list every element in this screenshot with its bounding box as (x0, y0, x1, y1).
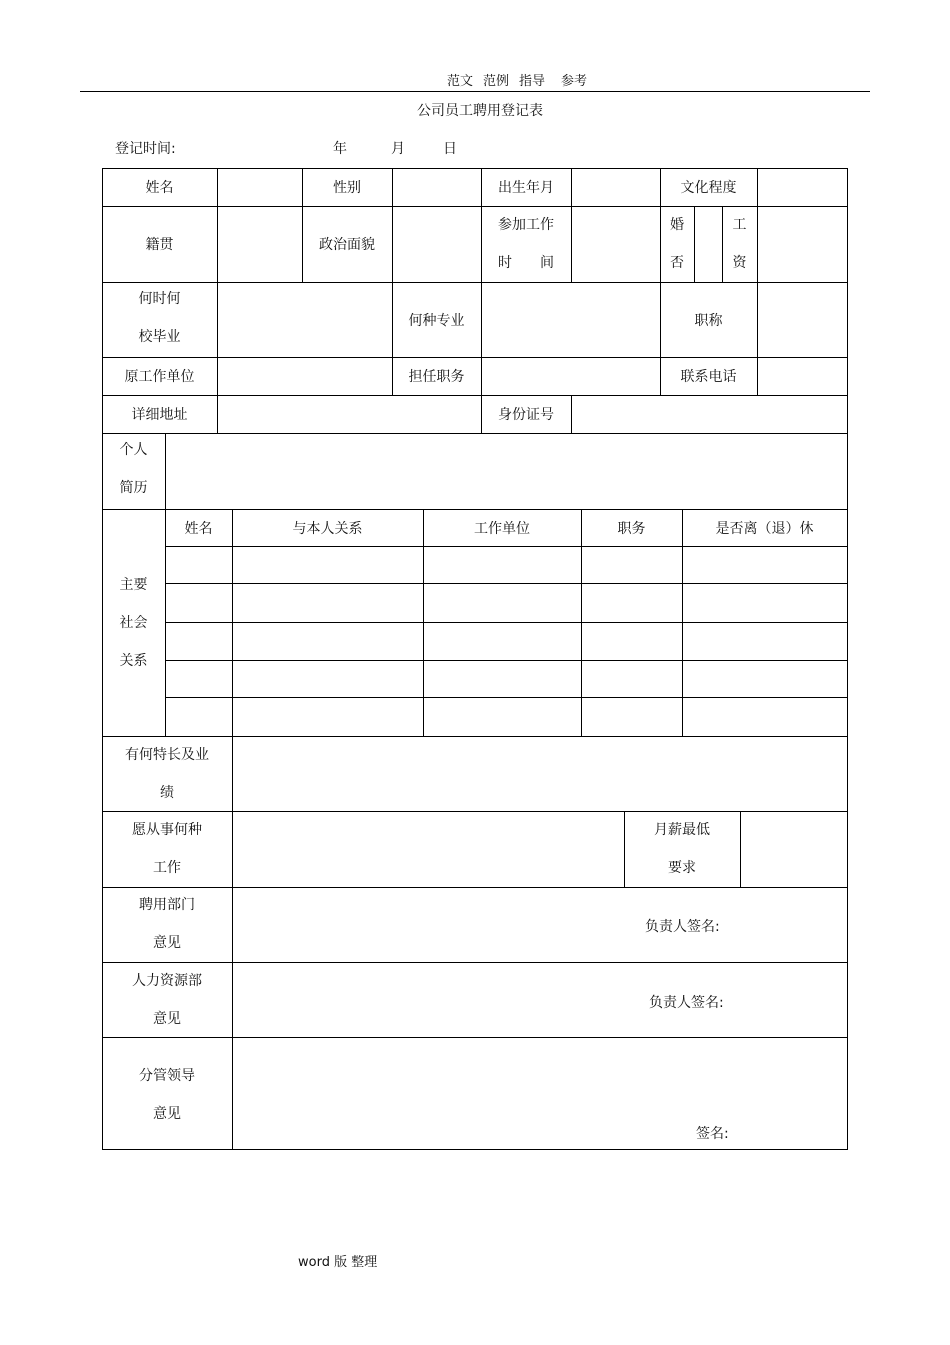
dept-signature-label: 负责人签名: (645, 919, 720, 935)
min-salary-field[interactable] (741, 812, 847, 887)
label-graduation (102, 280, 217, 356)
label-dept-opinion-line2: 意见 (153, 935, 181, 951)
graduation-field[interactable] (218, 282, 392, 357)
label-relations-line2: 社会 (119, 615, 148, 631)
former-employer-field[interactable] (218, 357, 392, 395)
label-hr-opinion (102, 962, 232, 1038)
label-political-status: 政治面貌 (319, 237, 375, 253)
salary-field[interactable] (758, 206, 847, 282)
leader-opinion-field[interactable] (233, 1038, 847, 1149)
label-relations (102, 566, 165, 680)
birth-field[interactable] (572, 168, 660, 206)
label-marital-line2: 否 (670, 255, 684, 271)
relations-col-name: 姓名 (184, 520, 213, 537)
label-education: 文化程度 (680, 180, 737, 196)
label-position-held: 担任职务 (408, 369, 465, 385)
label-skills (102, 736, 232, 812)
label-address: 详细地址 (131, 407, 188, 423)
relations-row[interactable] (166, 547, 847, 583)
label-graduation-line1: 何时何 (138, 291, 181, 307)
label-id-number: 身份证号 (498, 407, 554, 423)
dept-opinion-field[interactable] (233, 888, 847, 962)
label-desired-job-line1: 愿从事何种 (132, 822, 202, 838)
label-phone: 联系电话 (680, 369, 737, 385)
relations-col-retired: 是否离（退）休 (715, 520, 814, 537)
date-day-unit: 日 (443, 141, 457, 157)
label-skills-line2: 绩 (160, 785, 174, 801)
label-work-start (481, 206, 571, 282)
label-relations-line1: 主要 (119, 577, 148, 593)
label-leader-opinion (102, 1057, 232, 1133)
relations-col-position: 职务 (617, 520, 646, 537)
header-item: 指导 (519, 74, 546, 89)
label-desired-job-line2: 工作 (153, 860, 181, 876)
label-name: 姓名 (145, 180, 174, 196)
header-item: 范文 (447, 74, 474, 89)
label-work-start-line2: 时 间 (498, 255, 554, 271)
leader-signature-label: 签名: (696, 1126, 729, 1142)
label-dept-opinion-line1: 聘用部门 (139, 897, 195, 913)
date-year-unit: 年 (333, 141, 347, 157)
relations-row[interactable] (166, 698, 847, 736)
label-former-employer: 原工作单位 (124, 369, 195, 385)
label-gender: 性别 (333, 180, 361, 196)
relations-row[interactable] (166, 584, 847, 622)
label-salary (722, 206, 757, 282)
label-hr-opinion-line2: 意见 (153, 1011, 181, 1027)
label-skills-line1: 有何特长及业 (125, 747, 209, 763)
resume-field[interactable] (166, 433, 847, 509)
label-major: 何种专业 (408, 312, 465, 329)
label-native-place: 籍贯 (145, 237, 174, 253)
label-leader-opinion-line2: 意见 (153, 1106, 181, 1122)
relations-col-relation: 与本人关系 (292, 520, 363, 537)
gender-field[interactable] (393, 168, 481, 206)
label-resume-line2: 简历 (119, 480, 148, 496)
label-leader-opinion-line1: 分管领导 (139, 1068, 195, 1084)
label-salary-line1: 工 (732, 217, 747, 233)
work-start-field[interactable] (572, 206, 660, 282)
label-relations-line3: 关系 (119, 653, 148, 669)
political-status-field[interactable] (393, 206, 481, 282)
label-min-salary-line1: 月薪最低 (654, 822, 710, 838)
label-resume-line1: 个人 (119, 442, 148, 458)
header-item: 范例 (483, 74, 510, 89)
id-number-field[interactable] (572, 395, 847, 433)
label-work-start-line1: 参加工作 (498, 217, 554, 233)
relations-col-employer: 工作单位 (474, 520, 530, 537)
header-item: 参考 (561, 74, 588, 89)
education-field[interactable] (758, 168, 847, 206)
label-birth: 出生年月 (498, 180, 554, 196)
position-held-field[interactable] (482, 357, 660, 395)
hr-signature-label: 负责人签名: (649, 995, 724, 1011)
relations-row[interactable] (166, 623, 847, 660)
name-field[interactable] (218, 168, 302, 206)
label-marital-line1: 婚 (670, 217, 684, 233)
label-min-salary (624, 811, 740, 887)
label-desired-job (102, 811, 232, 887)
date-label: 登记时间: (115, 141, 176, 157)
desired-job-field[interactable] (233, 812, 624, 887)
major-field[interactable] (482, 282, 660, 357)
label-resume (102, 431, 165, 507)
page-footer: word 版 整理 (298, 1255, 378, 1270)
label-graduation-line2: 校毕业 (138, 329, 181, 345)
relations-row[interactable] (166, 661, 847, 697)
label-dept-opinion (102, 886, 232, 962)
date-month-unit: 月 (391, 141, 405, 157)
form-title: 公司员工聘用登记表 (417, 103, 543, 119)
phone-field[interactable] (758, 357, 847, 395)
hr-opinion-field[interactable] (233, 963, 847, 1037)
label-min-salary-line2: 要求 (668, 860, 696, 876)
label-title-rank: 职称 (694, 312, 723, 329)
marital-field[interactable] (695, 206, 722, 282)
label-salary-line2: 资 (732, 255, 747, 271)
skills-field[interactable] (233, 737, 847, 811)
native-place-field[interactable] (218, 206, 302, 282)
label-hr-opinion-line1: 人力资源部 (132, 973, 202, 989)
address-field[interactable] (218, 395, 481, 433)
label-marital (660, 206, 694, 282)
title-rank-field[interactable] (758, 282, 847, 357)
